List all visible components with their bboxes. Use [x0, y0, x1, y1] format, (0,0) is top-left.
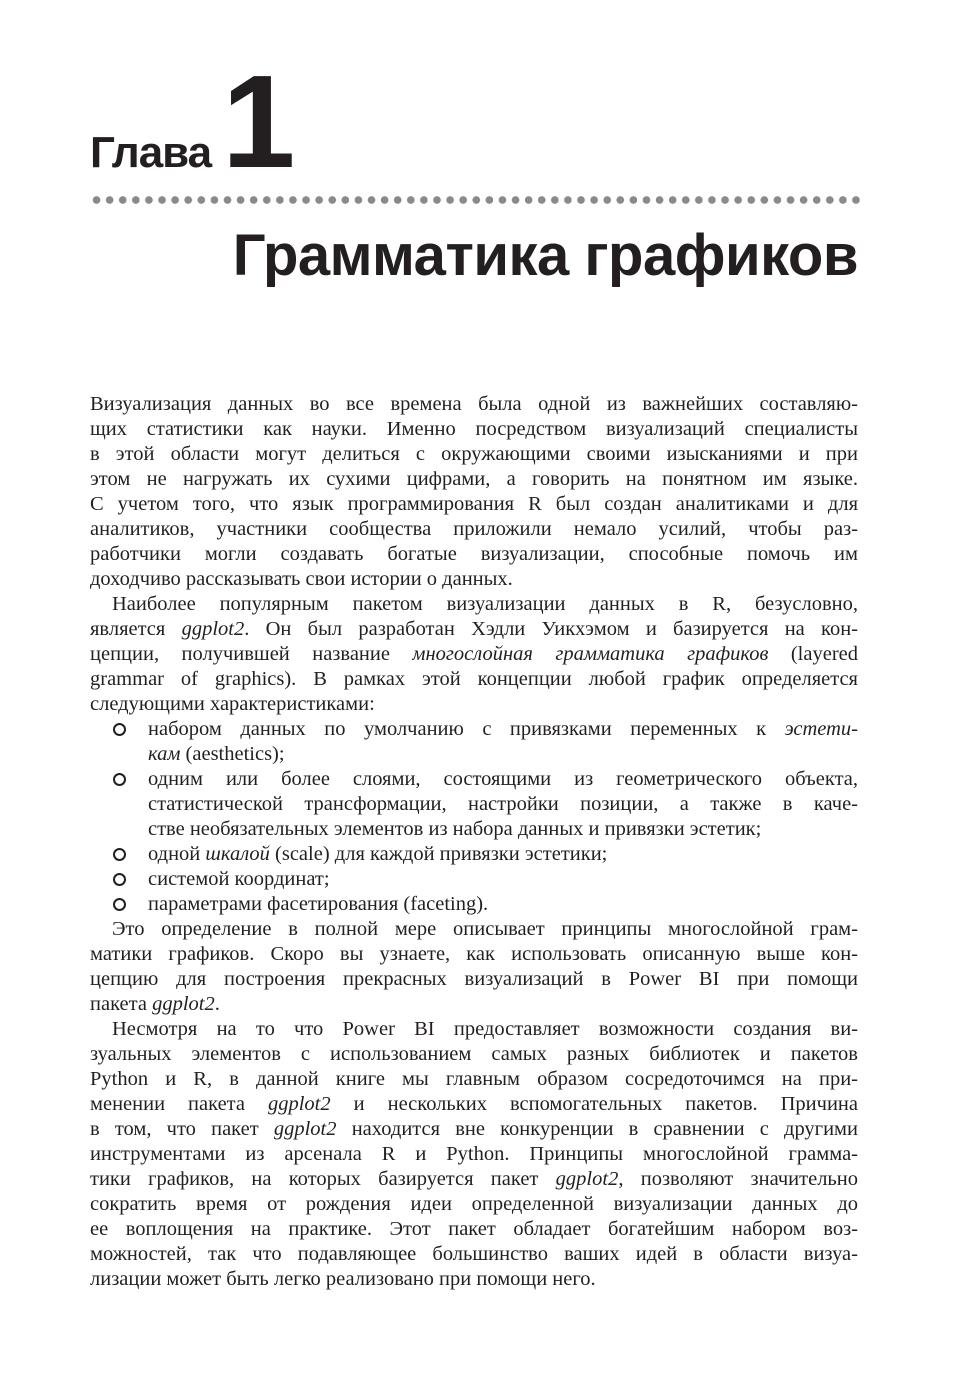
italic-term: ggplot2	[555, 1168, 619, 1190]
dotted-divider	[90, 195, 860, 205]
italic-term: ggplot2	[181, 618, 245, 640]
italic-term: ggplot2	[273, 1118, 337, 1140]
text-line	[90, 1192, 858, 1217]
text-line	[90, 567, 858, 592]
text-segment: grammar of graphics). В рамках этой концепции любой график определяется	[90, 668, 858, 690]
text-segment: (layered	[768, 643, 858, 665]
text-line	[90, 1017, 858, 1042]
text-segment: в том, что пакет	[90, 1118, 274, 1140]
text-segment: Это определение в полной мере описывает принципы многослойной грам-	[112, 918, 858, 940]
bullet-item	[90, 892, 858, 917]
text-line	[90, 917, 858, 942]
text-segment: одним или более слоями, состоящими из геометрического объекта,	[148, 768, 858, 790]
text-segment: ее воплощения на практике. Этот пакет обладает богатейшим набором воз-	[90, 1218, 858, 1240]
paragraph	[90, 392, 858, 592]
text-line	[90, 1092, 858, 1117]
text-line	[90, 967, 858, 992]
bullet-item	[90, 717, 858, 767]
text-segment: этом не нагружать их сухими цифрами, а говорить на понятном им языке.	[90, 468, 858, 490]
text-line	[90, 442, 858, 467]
text-segment: .	[214, 993, 220, 1015]
text-line	[90, 392, 858, 417]
chapter-title: Грамматика графиков	[232, 223, 858, 288]
text-segment: , позволяют значительно	[618, 1168, 858, 1190]
text-line	[148, 767, 858, 792]
text-segment: набором данных по умолчанию с привязками переменных к	[148, 718, 785, 740]
text-segment: параметрами фасетирования (faceting).	[148, 893, 489, 915]
text-line	[90, 617, 858, 642]
bullet-circle-icon	[113, 898, 126, 911]
text-segment: Python и R, в данной книге мы главным образом сосредоточимся на при-	[90, 1068, 858, 1090]
bullet-circle-icon	[113, 848, 126, 861]
chapter-label: Глава	[90, 128, 212, 177]
text-segment: менении пакета	[90, 1093, 268, 1115]
text-segment: лизации может быть легко реализовано при помощи него.	[90, 1268, 596, 1290]
text-line	[90, 1067, 858, 1092]
bullet-item	[90, 867, 858, 892]
text-segment: зуальных элементов с использованием самых разных библиотек и пакетов	[90, 1043, 858, 1065]
text-segment: одной	[148, 843, 206, 865]
text-line	[148, 742, 858, 767]
text-segment: тики графиков, на которых базируется пакет	[90, 1168, 556, 1190]
text-line	[90, 1167, 858, 1192]
text-segment: щих статистики как науки. Именно посредством визуализаций специалисты	[90, 418, 858, 440]
text-line	[90, 1242, 858, 1267]
text-line	[90, 492, 858, 517]
text-segment: является	[90, 618, 182, 640]
italic-term: ggplot2	[152, 993, 215, 1015]
text-segment: следующими характеристиками:	[90, 693, 375, 715]
text-line	[90, 1217, 858, 1242]
text-line	[90, 642, 858, 667]
text-line	[148, 892, 858, 917]
italic-term: шкалой	[205, 843, 270, 865]
text-segment: матики графиков. Скоро вы узнаете, как использовать описанную выше кон-	[90, 943, 858, 965]
text-segment: . Он был разработан Хэдли Уикхэмом и базируется на кон-	[244, 618, 858, 640]
text-segment: и нескольких вспомогательных пакетов. Причина	[330, 1093, 858, 1115]
text-segment: системой координат;	[148, 868, 330, 890]
chapter-number: 1	[222, 48, 296, 195]
text-line	[90, 417, 858, 442]
text-line	[90, 542, 858, 567]
bullet-circle-icon	[113, 723, 126, 736]
text-line	[90, 517, 858, 542]
text-line	[148, 817, 858, 842]
text-segment: можностей, так что подавляющее большинство ваших идей в области визуа-	[90, 1243, 858, 1265]
paragraph	[90, 917, 858, 1017]
text-line	[90, 1142, 858, 1167]
text-line	[148, 867, 858, 892]
bullet-circle-icon	[113, 873, 126, 886]
text-segment: работчики могли создавать богатые визуализации, способные помочь им	[90, 543, 858, 565]
text-segment: (aesthetics);	[180, 743, 285, 765]
italic-term: многослойная грамматика графиков	[412, 643, 769, 665]
bullet-item	[90, 767, 858, 842]
text-segment: инструментами из арсенала R и Python. Принципы многослойной грамма-	[90, 1143, 858, 1165]
text-line	[148, 717, 858, 742]
italic-term: эстети-	[784, 718, 858, 740]
text-segment: стве необязательных элементов из набора данных и привязки эстетик;	[148, 818, 762, 840]
text-line	[90, 692, 858, 717]
italic-term: кам	[148, 743, 181, 765]
text-segment: цепции, получившей название	[90, 643, 413, 665]
paragraph	[90, 1017, 858, 1292]
text-segment: сократить время от рождения идеи определенной визуализации данных до	[90, 1193, 858, 1215]
text-segment: Наиболее популярным пакетом визуализации данных в R, безусловно,	[112, 593, 858, 615]
text-segment: цепцию для построения прекрасных визуализаций в Power BI при помощи	[90, 968, 858, 990]
text-line	[148, 792, 858, 817]
text-line	[90, 1117, 858, 1142]
bullet-circle-icon	[113, 773, 126, 786]
text-segment: Несмотря на то что Power BI предоставляет возможности создания ви-	[112, 1018, 858, 1040]
text-line	[90, 942, 858, 967]
text-line	[90, 467, 858, 492]
bullet-item	[90, 842, 858, 867]
text-line	[90, 1267, 858, 1292]
text-segment: в этой области могут делиться с окружающими своими изысканиями и при	[90, 443, 858, 465]
text-segment: пакета	[90, 993, 153, 1015]
text-line	[90, 1042, 858, 1067]
text-segment: доходчиво рассказывать свои истории о данных.	[90, 568, 513, 590]
text-line	[148, 842, 858, 867]
text-segment: аналитиков, участники сообщества приложили немало усилий, чтобы раз-	[90, 518, 858, 540]
paragraph	[90, 592, 858, 717]
text-segment: С учетом того, что язык программирования R был создан аналитиками и для	[90, 493, 858, 515]
text-line	[90, 667, 858, 692]
text-line	[90, 592, 858, 617]
text-segment: Визуализация данных во все времена была одной из важнейших составляю-	[90, 393, 858, 415]
text-segment: (scale) для каждой привязки эстетики;	[269, 843, 608, 865]
body-text	[90, 392, 858, 1292]
text-line	[90, 992, 858, 1017]
text-segment: статистической трансформации, настройки позиции, а также в каче-	[148, 793, 858, 815]
text-segment: находится вне конкуренции в сравнении с другими	[336, 1118, 858, 1140]
italic-term: ggplot2	[267, 1093, 331, 1115]
